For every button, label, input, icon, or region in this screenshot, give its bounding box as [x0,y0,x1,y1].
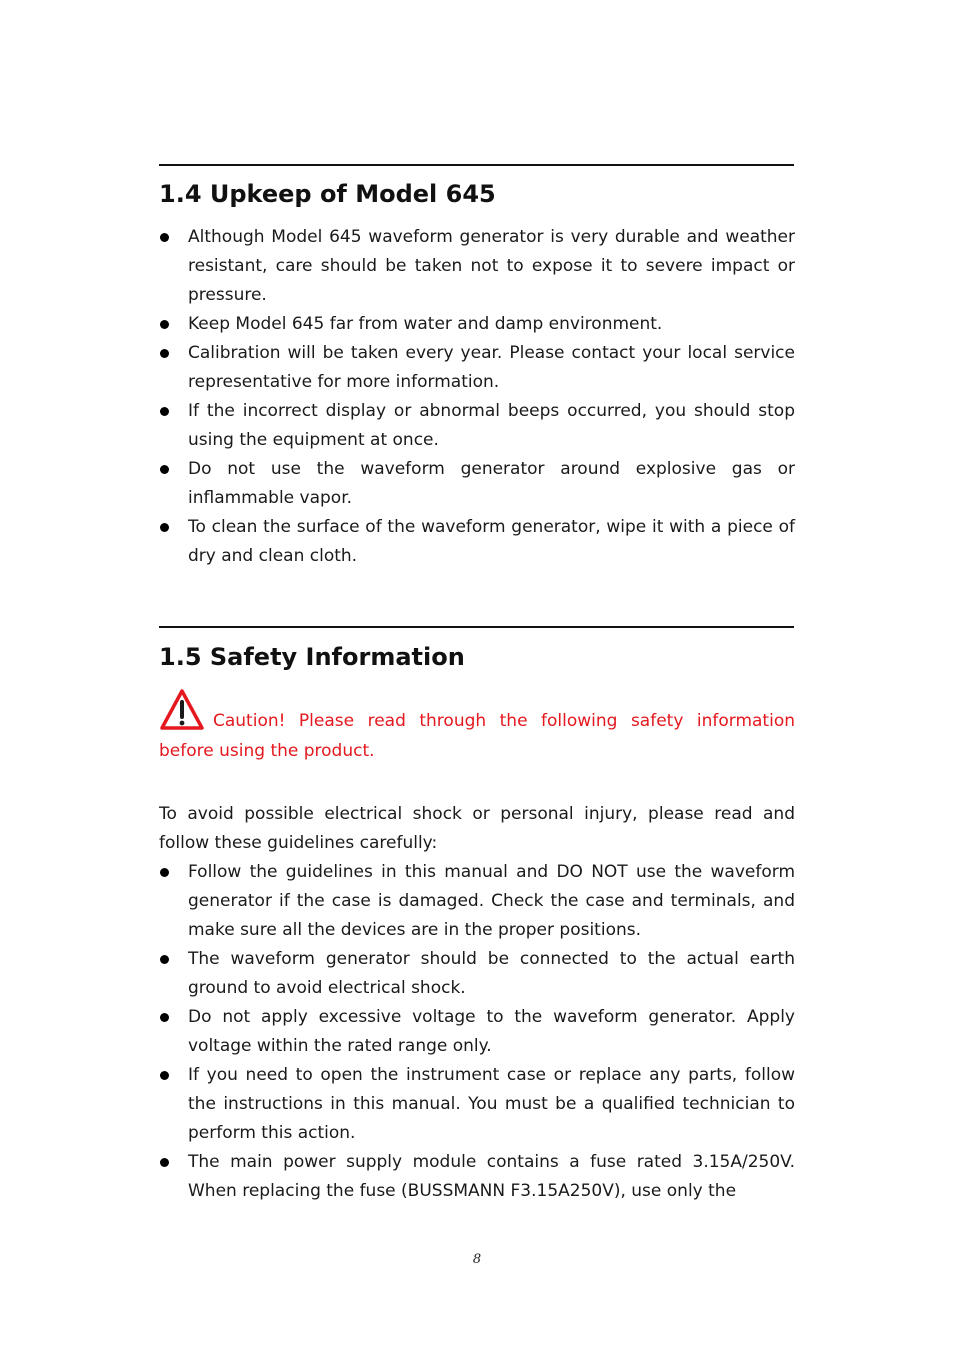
caution-text: Caution! Please read through the following safety information before using the product. [159,711,795,761]
safety-bullet-list [159,858,795,1206]
list-item-text: The main power supply module contains a fuse rated 3.15A/250V. When replacing the fuse (BUSSMANN F3.15A250V), use only the [188,1152,795,1201]
caution-notice [159,688,795,766]
list-item [159,1061,795,1148]
bullet-dot-icon [160,868,169,877]
bullet-dot-icon [160,349,169,358]
list-item [159,397,795,455]
bullet-dot-icon [160,1013,169,1022]
list-item-text: Although Model 645 waveform generator is very durable and weather resistant, care should be taken not to expose it to severe impact or pressure. [188,227,795,305]
warning-triangle-icon [159,688,205,732]
list-item-text: Keep Model 645 far from water and damp environment. [188,314,663,334]
safety-intro: To avoid possible electrical shock or personal injury, please read and follow these guidelines carefully: [159,804,795,853]
list-item-text: If the incorrect display or abnormal beeps occurred, you should stop using the equipment at once. [188,401,795,450]
list-item-text: If you need to open the instrument case or replace any parts, follow the instructions in this manual. You must be a qualified technician to perform this action. [188,1065,795,1143]
list-item [159,945,795,1003]
section-divider-top [159,164,794,166]
bullet-dot-icon [160,523,169,532]
list-item [159,858,795,945]
list-item [159,1148,795,1206]
list-item [159,455,795,513]
list-item-text: Calibration will be taken every year. Please contact your local service representative for more information. [188,343,795,392]
list-item [159,1003,795,1061]
list-item [159,223,795,310]
list-item [159,310,795,339]
list-item-text: Do not apply excessive voltage to the waveform generator. Apply voltage within the rated range only. [188,1007,795,1056]
list-item-text: Follow the guidelines in this manual and DO NOT use the waveform generator if the case is damaged. Check the case and terminals, and make sure all the devices are in the proper positions. [188,862,795,940]
bullet-dot-icon [160,407,169,416]
upkeep-bullet-list [159,223,795,571]
bullet-dot-icon [160,320,169,329]
section-heading-upkeep: 1.4 Upkeep of Model 645 [159,180,496,208]
list-item-text: Do not use the waveform generator around explosive gas or inflammable vapor. [188,459,795,508]
list-item-text: To clean the surface of the waveform generator, wipe it with a piece of dry and clean cloth. [188,517,795,566]
section-divider-safety [159,626,794,628]
list-item [159,513,795,571]
bullet-dot-icon [160,465,169,474]
bullet-dot-icon [160,233,169,242]
section-heading-safety: 1.5 Safety Information [159,643,465,671]
bullet-dot-icon [160,955,169,964]
page-number: 8 [472,1252,482,1267]
bullet-dot-icon [160,1158,169,1167]
bullet-dot-icon [160,1071,169,1080]
list-item [159,339,795,397]
list-item-text: The waveform generator should be connected to the actual earth ground to avoid electrical shock. [188,949,795,998]
